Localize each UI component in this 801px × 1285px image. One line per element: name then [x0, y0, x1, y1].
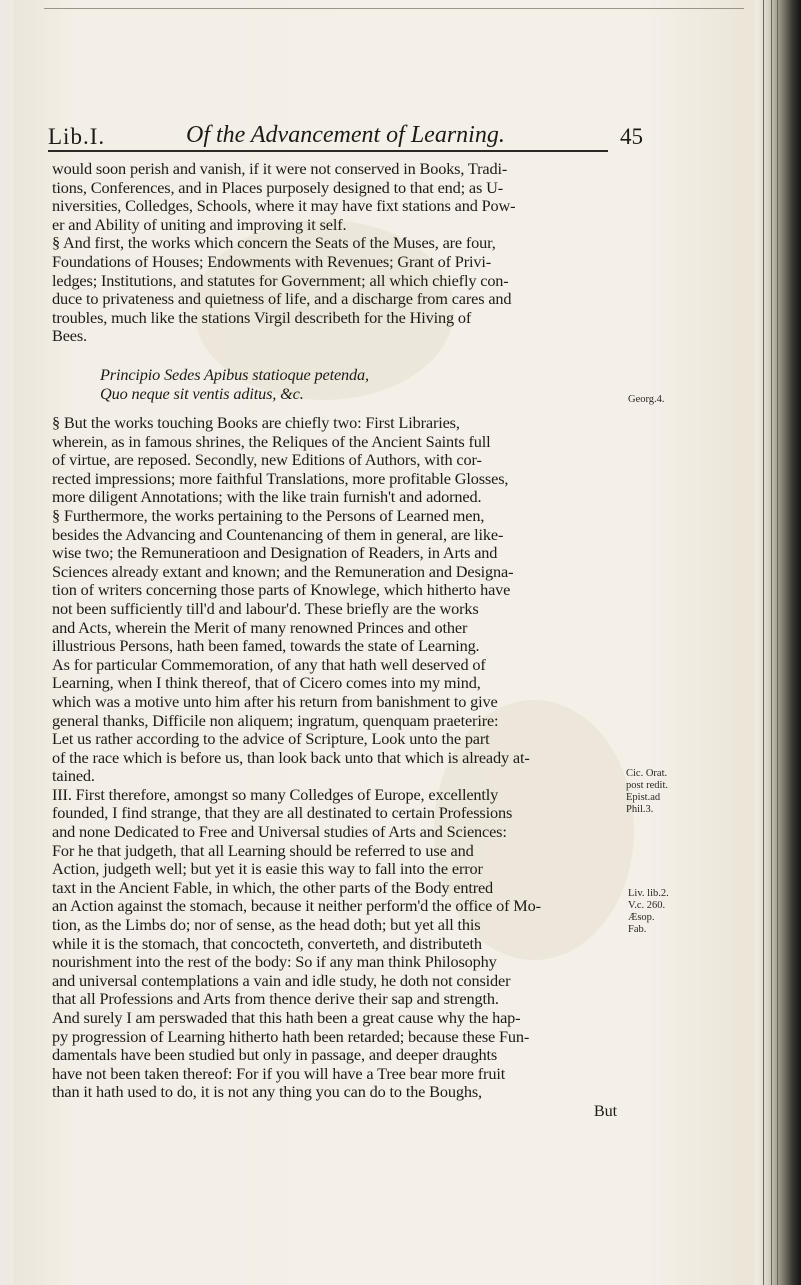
text-line: illustrious Persons, hath been famed, towards the state of Learning. — [52, 637, 480, 656]
running-header — [48, 124, 748, 158]
text-line: troubles, much like the stations Virgil describeth for the Hiving of — [52, 308, 472, 327]
text-line: and universal contemplations a vain and idle study, he doth not consider — [52, 971, 511, 990]
book-page — [14, 0, 754, 1285]
text-line: § Furthermore, the works pertaining to the Persons of Learned men, — [52, 506, 485, 525]
text-line: For he that judgeth, that all Learning should be referred to use and — [52, 841, 474, 860]
text-line: that all Professions and Arts from thence derive their sap and strength. — [52, 990, 499, 1009]
text-line: wherein, as in famous shrines, the Reliques of the Ancient Saints full — [52, 432, 491, 451]
text-line: not been sufficiently till'd and labour'd. These briefly are the works — [52, 599, 479, 618]
binding-line — [771, 0, 772, 1285]
margin-note-aesop: Fab. — [628, 924, 647, 935]
text-line: And surely I am perswaded that this hath been a great cause why the hap- — [52, 1009, 521, 1027]
page-title: Of the Advancement of Learning. — [186, 122, 505, 148]
margin-note-livy: Liv. lib.2. — [628, 888, 669, 899]
text-line: have not been taken thereof: For if you will have a Tree bear more fruit — [52, 1064, 506, 1083]
text-line: wise two; the Remuneratioon and Designation of Readers, in Arts and — [52, 544, 498, 563]
book-number: Lib.I. — [48, 124, 106, 149]
text-line: tion of writers concerning those parts of Knowlege, which hitherto have — [52, 581, 511, 600]
text-line: of virtue, are reposed. Secondly, new Editions of Authors, with cor- — [52, 451, 482, 470]
latin-verse — [100, 366, 550, 403]
book-binding-edge — [757, 0, 801, 1285]
text-line: py progression of Learning hitherto hath been retarded; because these Fun- — [52, 1027, 530, 1046]
margin-note-livy: V.c. 260. — [628, 900, 666, 911]
text-line: ledges; Institutions, and statutes for Government; all which chiefly con- — [52, 271, 509, 290]
text-line: Learning, when I think thereof, that of Cicero comes into my mind, — [52, 674, 481, 693]
margin-note-aesop: Æsop. — [628, 912, 655, 923]
text-line: general thanks, Difficile non aliquem; ingratum, quenquam praeterire: — [52, 711, 499, 730]
text-line: § But the works touching Books are chiefly two: First Libraries, — [52, 414, 460, 432]
text-line: III. First therefore, amongst so many Colledges of Europe, excellently — [52, 785, 499, 804]
binding-line — [763, 0, 764, 1285]
text-line: Foundations of Houses; Endowments with Revenues; Grant of Privi- — [52, 252, 491, 271]
catchword: But — [593, 1101, 617, 1120]
text-line: founded, I find strange, that they are all destinated to certain Professions — [52, 804, 513, 823]
text-line: damentals have been studied but only in passage, and deeper draughts — [52, 1046, 498, 1065]
margin-note-epistle: Phil.3. — [626, 804, 654, 815]
text-line: an Action against the stomach, because it neither perform'd the office of Mo- — [52, 897, 541, 916]
text-line: of the race which is before us, than look back unto that which is already at- — [52, 748, 530, 767]
text-line: tion, as the Limbs do; nor of sense, as the head doth; but yet all this — [52, 916, 481, 935]
text-line: tions, Conferences, and in Places purposely designed to that end; as U- — [52, 178, 503, 197]
header-rule — [48, 150, 608, 152]
text-line: Action, judgeth well; but yet it is easie this way to fall into the error — [52, 860, 483, 879]
text-line: which was a motive unto him after his return from banishment to give — [52, 692, 498, 711]
text-line: Sciences already extant and known; and the Remuneration and Designa- — [52, 562, 514, 581]
text-line: nourishment into the rest of the body: So if any man think Philosophy — [52, 953, 497, 972]
text-line: tained. — [52, 767, 95, 786]
text-line: § And first, the works which concern the Seats of the Muses, are four, — [52, 234, 496, 253]
text-line: besides the Advancing and Countenancing of them in general, are like- — [52, 525, 504, 544]
margin-note-cicero: post redit. — [626, 780, 668, 791]
text-line: more diligent Annotations; with the like train furnish't and adorned. — [52, 488, 482, 507]
body-text-part-2 — [52, 414, 617, 1121]
text-line: and none Dedicated to Free and Universal studies of Arts and Sciences: — [52, 823, 507, 842]
binding-line — [777, 0, 778, 1285]
text-line: than it hath used to do, it is not any thing you can do to the Boughs, — [52, 1083, 482, 1102]
verse-line: Principio Sedes Apibus statioque petenda, — [100, 366, 369, 384]
text-line: while it is the stomach, that concocteth, converteth, and distributeth — [52, 934, 482, 953]
text-line: As for particular Commemoration, of any that hath well deserved of — [52, 655, 486, 674]
margin-note-georgics: Georg.4. — [628, 394, 665, 405]
text-line: duce to privateness and quietness of life, and a discharge from cares and — [52, 290, 512, 309]
text-line: Let us rather according to the advice of Scripture, Look unto the part — [52, 730, 490, 749]
text-line: niversities, Colledges, Schools, where it may have fixt stations and Pow- — [52, 197, 516, 216]
body-text-part-1 — [52, 160, 617, 346]
text-line: er and Ability of uniting and improving it self. — [52, 215, 347, 234]
text-line: Bees. — [52, 327, 87, 346]
margin-note-epistle: Epist.ad — [626, 792, 661, 803]
text-line: taxt in the Ancient Fable, in which, the other parts of the Body entred — [52, 878, 494, 897]
text-line: rected impressions; more faithful Translations, more profitable Glosses, — [52, 469, 509, 488]
text-line: would soon perish and vanish, if it were not conserved in Books, Tradi- — [52, 160, 508, 178]
page-number: 45 — [620, 124, 643, 149]
text-line: and Acts, wherein the Merit of many renowned Princes and other — [52, 618, 468, 637]
page-top-edge — [44, 8, 744, 9]
margin-note-cicero: Cic. Orat. — [626, 768, 668, 779]
verse-line: Quo neque sit ventis aditus, &c. — [100, 384, 304, 403]
